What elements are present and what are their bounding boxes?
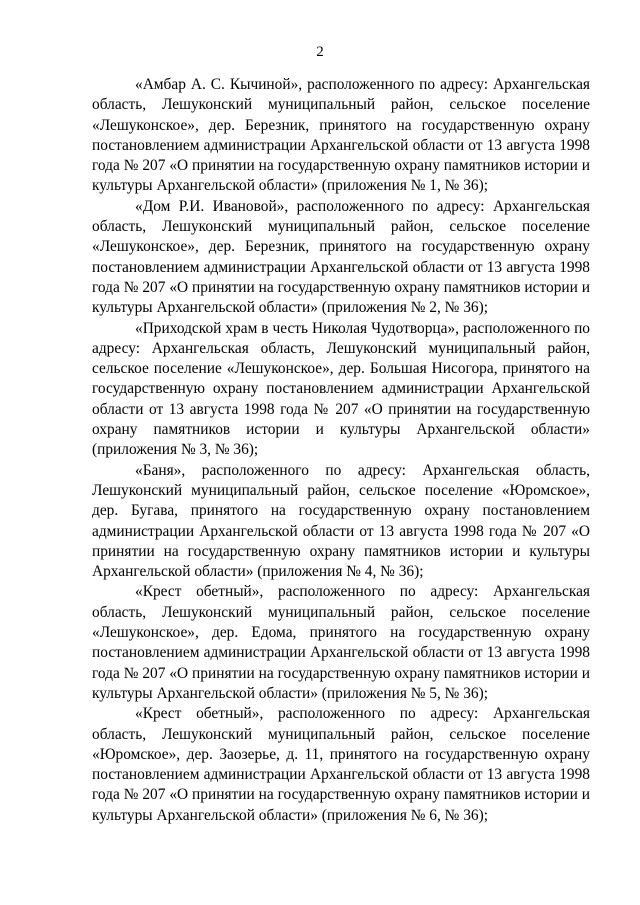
paragraph-krest-obetny-edoma: «Крест обетный», расположенного по адресу: Архангельская область, Лешуконский муниципальный район, сельское поселение «Лешуконское», дер. Едома, принятого на государственную охрану постановлением администрации Архангельской области от 13 августа 1998 года № 207 «О принятии на государственную охрану памятников истории и культуры Архангельской области» (приложения № 5, № 36); [92,583,590,702]
page-number: 2 [316,44,324,60]
document-body [92,75,590,826]
paragraph-banya: «Баня», расположенного по адресу: Архангельская область, Лешуконский муниципальный район, сельское поселение «Юромское», дер. Бугава, принятого на государственную охрану постановлением администрации Архангельской области от 13 августа 1998 года № 207 «О принятии на государственную охрану памятников истории и культуры Архангельской области» (приложения № 4, № 36); [92,461,590,581]
paragraph-krest-obetny-zaozerye: «Крест обетный», расположенного по адресу: Архангельская область, Лешуконский муниципальный район, сельское поселение «Юромское», дер. Заозерье, д. 11, принятого на государственную охрану постановлением администрации Архангельской области от 13 августа 1998 года № 207 «О принятии на государственную охрану памятников истории и культуры Архангельской области» (приложения № 6, № 36); [92,705,590,824]
paragraph-prikhodskoy-khram: «Приходской храм в честь Николая Чудотворца», расположенного по адресу: Архангельская область, Лешуконский муниципальный район, сельское поселение «Лешуконское», дер. Большая Нисогора, принятого на государственную охрану постановлением администрации Архангельской области от 13 августа 1998 года № 207 «О принятии на государственную охрану памятников истории и культуры Архангельской области» (приложения № 3, № 36); [92,319,590,459]
paragraph-dom-ivanovoy: «Дом Р.И. Ивановой», расположенного по адресу: Архангельская область, Лешуконский муниципальный район, сельское поселение «Лешуконское», дер. Березник, принятого на государственную охрану постановлением администрации Архангельской области от 13 августа 1998 года № 207 «О принятии на государственную охрану памятников истории и культуры Архангельской области» (приложения № 2, № 36); [92,197,590,317]
paragraph-ambar-kychinoy: «Амбар А. С. Кычиной», расположенного по адресу: Архангельская область, Лешуконский муниципальный район, сельское поселение «Лешуконское», дер. Березник, принятого на государственную охрану постановлением администрации Архангельской области от 13 августа 1998 года № 207 «О принятии на государственную охрану памятников истории и культуры Архангельской области» (приложения № 1, № 36); [92,76,590,195]
